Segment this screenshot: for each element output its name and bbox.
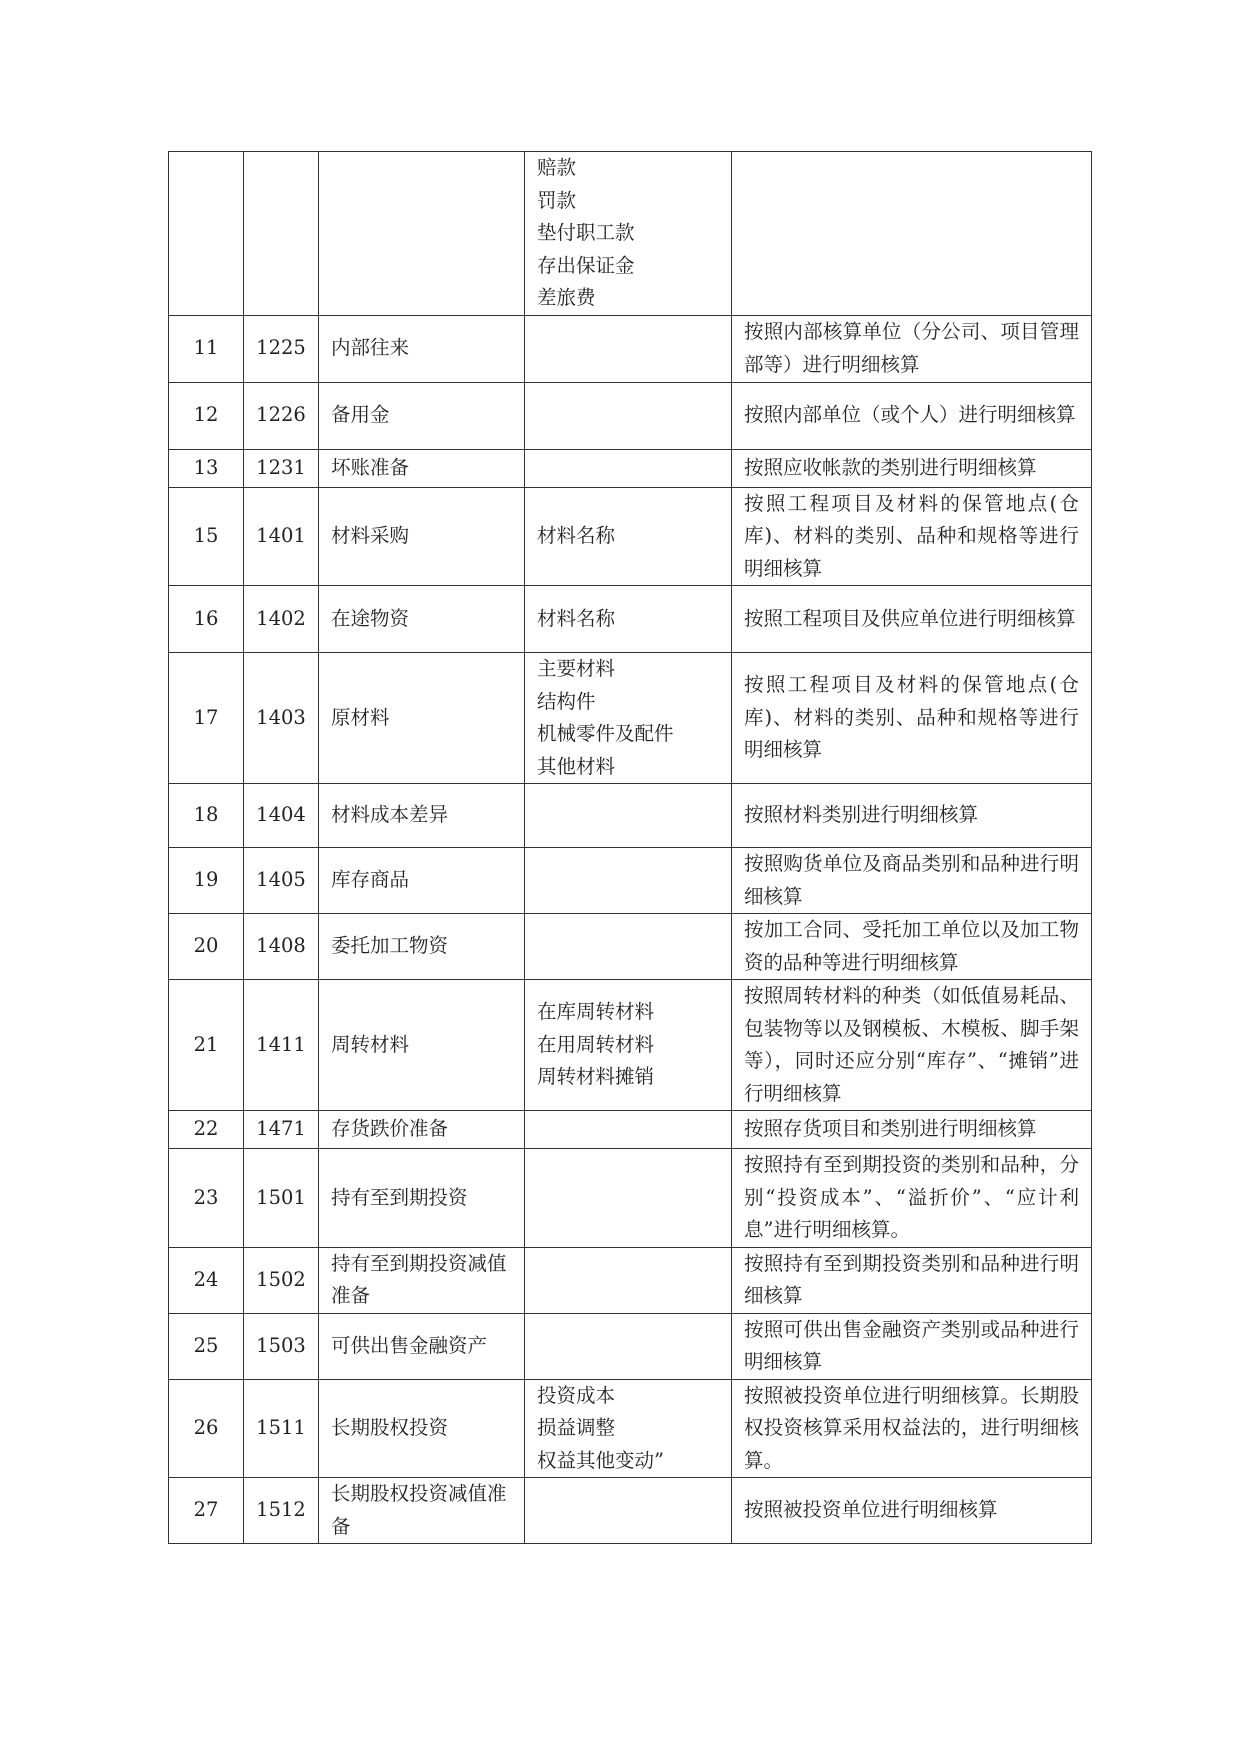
cell-detail-method: 按照材料类别进行明细核算: [732, 784, 1092, 848]
cell-number: 17: [169, 653, 244, 784]
cell-sub-accounts: 投资成本 损益调整 权益其他变动”: [525, 1379, 732, 1478]
cell-account-code: 1402: [244, 586, 319, 653]
cell-account-name: 材料成本差异: [319, 784, 525, 848]
cell-account-name: 坏账准备: [319, 449, 525, 487]
cell-detail-method: 按加工合同、受托加工单位以及加工物资的品种等进行明细核算: [732, 914, 1092, 980]
cell-number: 15: [169, 487, 244, 586]
cell-number: [169, 152, 244, 316]
table-row: [169, 848, 1092, 914]
cell-sub-accounts: [525, 315, 732, 382]
cell-sub-accounts: 主要材料 结构件 机械零件及配件 其他材料: [525, 653, 732, 784]
cell-detail-method: 按照工程项目及材料的保管地点(仓库)、材料的类别、品种和规格等进行明细核算: [732, 487, 1092, 586]
cell-detail-method: 按照存货项目和类别进行明细核算: [732, 1111, 1092, 1149]
cell-account-code: 1512: [244, 1478, 319, 1544]
table-row: [169, 315, 1092, 382]
cell-detail-method: 按照周转材料的种类（如低值易耗品、包装物等以及钢模板、木模板、脚手架等），同时还应分别“库存”、“摊销”进行明细核算: [732, 980, 1092, 1111]
table-row: [169, 1379, 1092, 1478]
cell-number: 19: [169, 848, 244, 914]
cell-account-code: 1501: [244, 1149, 319, 1248]
cell-sub-accounts: 赔款 罚款 垫付职工款 存出保证金 差旅费: [525, 152, 732, 316]
cell-account-code: 1471: [244, 1111, 319, 1149]
cell-account-name: 长期股权投资: [319, 1379, 525, 1478]
table-row: [169, 653, 1092, 784]
cell-number: 22: [169, 1111, 244, 1149]
cell-sub-accounts: 材料名称: [525, 586, 732, 653]
cell-account-name: 委托加工物资: [319, 914, 525, 980]
cell-number: 12: [169, 382, 244, 449]
cell-account-name: 周转材料: [319, 980, 525, 1111]
cell-detail-method: 按照可供出售金融资产类别或品种进行明细核算: [732, 1313, 1092, 1379]
cell-account-name: 可供出售金融资产: [319, 1313, 525, 1379]
cell-account-code: 1511: [244, 1379, 319, 1478]
cell-detail-method: 按照购货单位及商品类别和品种进行明细核算: [732, 848, 1092, 914]
cell-number: 11: [169, 315, 244, 382]
cell-detail-method: [732, 152, 1092, 316]
cell-account-name: 在途物资: [319, 586, 525, 653]
cell-detail-method: 按照被投资单位进行明细核算: [732, 1478, 1092, 1544]
cell-detail-method: 按照应收帐款的类别进行明细核算: [732, 449, 1092, 487]
cell-sub-accounts: [525, 914, 732, 980]
cell-sub-accounts: [525, 1149, 732, 1248]
cell-account-code: 1405: [244, 848, 319, 914]
cell-account-name: [319, 152, 525, 316]
cell-sub-accounts: [525, 1111, 732, 1149]
table-row: [169, 1111, 1092, 1149]
cell-sub-accounts: [525, 1478, 732, 1544]
table-row: [169, 1478, 1092, 1544]
cell-detail-method: 按照内部单位（或个人）进行明细核算: [732, 382, 1092, 449]
cell-number: 16: [169, 586, 244, 653]
cell-account-code: [244, 152, 319, 316]
table-row: [169, 1247, 1092, 1313]
table-row: [169, 586, 1092, 653]
cell-account-name: 存货跌价准备: [319, 1111, 525, 1149]
cell-number: 25: [169, 1313, 244, 1379]
table-row: [169, 1313, 1092, 1379]
cell-account-code: 1503: [244, 1313, 319, 1379]
cell-detail-method: 按照内部核算单位（分公司、项目管理部等）进行明细核算: [732, 315, 1092, 382]
cell-account-name: 原材料: [319, 653, 525, 784]
cell-account-code: 1502: [244, 1247, 319, 1313]
cell-number: 20: [169, 914, 244, 980]
cell-account-name: 持有至到期投资减值准备: [319, 1247, 525, 1313]
cell-account-name: 长期股权投资减值准备: [319, 1478, 525, 1544]
cell-account-code: 1403: [244, 653, 319, 784]
cell-detail-method: 按照工程项目及供应单位进行明细核算: [732, 586, 1092, 653]
cell-account-name: 材料采购: [319, 487, 525, 586]
cell-account-code: 1411: [244, 980, 319, 1111]
cell-number: 18: [169, 784, 244, 848]
cell-sub-accounts: 材料名称: [525, 487, 732, 586]
cell-account-name: 库存商品: [319, 848, 525, 914]
table-row: [169, 914, 1092, 980]
table-row: [169, 1149, 1092, 1248]
cell-account-name: 备用金: [319, 382, 525, 449]
cell-sub-accounts: [525, 1313, 732, 1379]
table-row: [169, 980, 1092, 1111]
table-row: [169, 784, 1092, 848]
cell-number: 23: [169, 1149, 244, 1248]
cell-account-code: 1225: [244, 315, 319, 382]
cell-sub-accounts: [525, 449, 732, 487]
cell-number: 21: [169, 980, 244, 1111]
table-row: [169, 487, 1092, 586]
cell-account-code: 1231: [244, 449, 319, 487]
table-row: [169, 382, 1092, 449]
cell-detail-method: 按照被投资单位进行明细核算。长期股权投资核算采用权益法的，进行明细核算。: [732, 1379, 1092, 1478]
cell-number: 26: [169, 1379, 244, 1478]
cell-account-code: 1401: [244, 487, 319, 586]
table-row: [169, 449, 1092, 487]
cell-number: 24: [169, 1247, 244, 1313]
cell-sub-accounts: [525, 382, 732, 449]
cell-account-code: 1408: [244, 914, 319, 980]
cell-sub-accounts: [525, 784, 732, 848]
cell-account-name: 持有至到期投资: [319, 1149, 525, 1248]
cell-detail-method: 按照持有至到期投资类别和品种进行明细核算: [732, 1247, 1092, 1313]
table-row: [169, 152, 1092, 316]
account-table: [168, 151, 1092, 1544]
cell-sub-accounts: 在库周转材料 在用周转材料 周转材料摊销: [525, 980, 732, 1111]
cell-account-code: 1404: [244, 784, 319, 848]
cell-sub-accounts: [525, 848, 732, 914]
cell-number: 13: [169, 449, 244, 487]
cell-detail-method: 按照工程项目及材料的保管地点(仓库)、材料的类别、品种和规格等进行明细核算: [732, 653, 1092, 784]
cell-detail-method: 按照持有至到期投资的类别和品种，分别“投资成本”、“溢折价”、“应计利息”进行明细核算。: [732, 1149, 1092, 1248]
cell-account-name: 内部往来: [319, 315, 525, 382]
cell-sub-accounts: [525, 1247, 732, 1313]
cell-account-code: 1226: [244, 382, 319, 449]
table-body: [169, 152, 1092, 1544]
cell-number: 27: [169, 1478, 244, 1544]
